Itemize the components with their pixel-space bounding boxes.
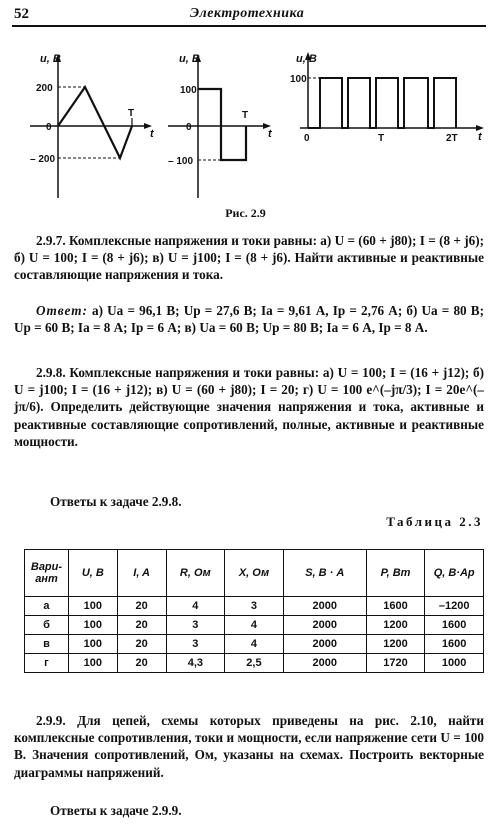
table-cell: 1200 — [366, 616, 425, 635]
table-cell: 1720 — [366, 654, 425, 673]
table-cell: 3 — [166, 635, 225, 654]
table-cell: г — [25, 654, 69, 673]
answers-title-2-9-8: Ответы к задаче 2.9.8. — [50, 494, 182, 509]
table-cell: 3 — [166, 616, 225, 635]
header-p: P, Вт — [366, 550, 425, 597]
graph2-tick-T: T — [242, 110, 249, 121]
page-number: 52 — [14, 6, 29, 22]
table-cell: 100 — [68, 654, 117, 673]
problem-2-9-9 — [14, 712, 484, 781]
graph3-tick-T: T — [378, 133, 385, 144]
table-cell: а — [25, 597, 69, 616]
graph1-ylabel: u, В — [40, 53, 61, 65]
table-cell: 20 — [117, 597, 166, 616]
table-cell: 1600 — [366, 597, 425, 616]
graph2-tick-0: 0 — [186, 122, 192, 133]
table-cell: 100 — [68, 635, 117, 654]
graph2-tick-100: 100 — [180, 85, 197, 96]
graph3-tick-100: 100 — [290, 74, 307, 85]
table-cell: 20 — [117, 654, 166, 673]
header-rule — [12, 25, 486, 27]
graph1-tick-m200: – 200 — [30, 154, 56, 165]
table-cell: 2000 — [283, 654, 366, 673]
header-r: R, Ом — [166, 550, 225, 597]
table-cell: 20 — [117, 616, 166, 635]
problem-2-9-8-text: 2.9.8. Комплексные напряжения и токи равны: а) U = 100; I = (16 + j12); б) U = j100; I = (16 + j12); в) U = (60 + j80); I = 20; г) U = 100 e^(–jπ/3); I = 20e^(–jπ/6). Определить действующие значения напряжения и тока, активные и реактивные составляющие сопротивлений, полные, активные и реактивные мощности. — [14, 365, 484, 449]
answer-label: Ответ: — [36, 303, 88, 318]
graph1-xlabel: t — [150, 128, 154, 140]
table-row — [25, 597, 484, 616]
header-u: U, В — [68, 550, 117, 597]
graph3-tick-2T: 2T — [446, 133, 458, 144]
table-header-row — [25, 550, 484, 597]
table-cell: 1600 — [425, 635, 484, 654]
graph-square-wave — [168, 53, 273, 198]
table-cell: 2,5 — [225, 654, 284, 673]
header-variant: Вари-ант — [25, 550, 69, 597]
figure-2-9 — [0, 40, 491, 205]
table-cell: 20 — [117, 635, 166, 654]
table-cell: 1200 — [366, 635, 425, 654]
table-row — [25, 616, 484, 635]
table-cell: в — [25, 635, 69, 654]
answers-table — [24, 549, 484, 673]
table-cell: 2000 — [283, 597, 366, 616]
header-i: I, A — [117, 550, 166, 597]
table-cell: 4 — [166, 597, 225, 616]
table-row — [25, 635, 484, 654]
table-cell: 1000 — [425, 654, 484, 673]
graph1-tick-0: 0 — [46, 122, 52, 133]
graph-triangle-wave — [30, 53, 155, 198]
graph3-xlabel: t — [478, 131, 482, 143]
table-cell: 4 — [225, 635, 284, 654]
graph2-tick-m100: – 100 — [168, 156, 194, 167]
graph3-tick-0: 0 — [304, 133, 310, 144]
graph1-tick-200: 200 — [36, 83, 53, 94]
graph2-ylabel: u, В — [179, 53, 200, 65]
answer-2-9-7 — [14, 302, 484, 336]
header-s: S, В · А — [283, 550, 366, 597]
table-cell: 4,3 — [166, 654, 225, 673]
table-cell: 2000 — [283, 635, 366, 654]
table-row — [25, 654, 484, 673]
table-cell: 100 — [68, 616, 117, 635]
table-cell: 1600 — [425, 616, 484, 635]
problem-2-9-7-text: 2.9.7. Комплексные напряжения и токи равны: а) U = (60 + j80); I = (8 + j6); б) U = 100; I = (8 + j6); в) U = j100; I = (8 + j6). Найти активные и реактивные составляющие напряжения и тока. — [14, 233, 484, 283]
graph-pulse-train — [290, 52, 484, 144]
answers-title-2-9-9: Ответы к задаче 2.9.9. — [50, 803, 182, 818]
answer-text: а) Uа = 96,1 В; Uр = 27,6 В; Iа = 9,61 А, Iр = 2,76 А; б) Uа = 80 В; Uр = 60 В; Iа = 8 А; Iр = 6 А; в) Uа = 60 В; Uр = 80 В; Iа = 6 А, Iр = 8 А. — [14, 303, 484, 336]
table-title: Таблица 2.3 — [386, 514, 483, 529]
table-cell: 2000 — [283, 616, 366, 635]
header-q: Q, В·Ар — [425, 550, 484, 597]
figure-caption: Рис. 2.9 — [225, 206, 266, 220]
table-cell: –1200 — [425, 597, 484, 616]
graph2-xlabel: t — [268, 128, 272, 140]
running-title: Электротехника — [190, 6, 305, 21]
problem-2-9-9-text: 2.9.9. Для цепей, схемы которых приведены на рис. 2.10, найти комплексные сопротивления, токи и мощности, если напряжение сети U = 100 В. Значения сопротивлений, Ом, указаны на схемах. Построить векторные диаграммы напряжений. — [14, 713, 484, 780]
table-cell: б — [25, 616, 69, 635]
table-cell: 4 — [225, 616, 284, 635]
table-cell: 3 — [225, 597, 284, 616]
graph1-tick-T: T — [128, 108, 135, 119]
graph3-ylabel: u, В — [296, 53, 317, 65]
table-cell: 100 — [68, 597, 117, 616]
header-x: X, Ом — [225, 550, 284, 597]
problem-2-9-7 — [14, 232, 484, 284]
problem-2-9-8 — [14, 364, 484, 450]
